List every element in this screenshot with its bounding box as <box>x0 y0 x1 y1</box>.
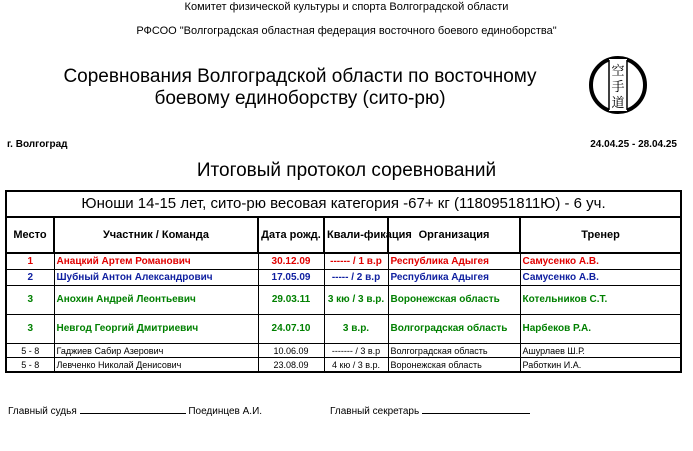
qualification-cell: ----- / 2 в.р <box>324 270 388 286</box>
signature-line <box>80 413 186 414</box>
organization-cell: Республика Адыгея <box>388 270 520 286</box>
organization-cell: Волгоградская область <box>388 344 520 358</box>
place-cell: 3 <box>6 315 54 344</box>
birth-date-cell: 29.03.11 <box>258 286 324 315</box>
logo-char-3: 道 <box>611 96 625 111</box>
column-header-coach: Тренер <box>520 217 681 253</box>
table-row <box>6 270 681 286</box>
organization-cell: Воронежская область <box>388 286 520 315</box>
participant-cell: Анохин Андрей Леонтьевич <box>54 286 258 315</box>
coach-cell: Самусенко А.В. <box>520 253 681 270</box>
qualification-cell: 4 кю / 3 в.р. <box>324 358 388 373</box>
coach-cell: Котельников С.Т. <box>520 286 681 315</box>
column-header-qualification: Квали-фикация <box>324 217 388 253</box>
chief-judge-signature <box>8 406 262 417</box>
participant-cell: Анацкий Артем Романович <box>54 253 258 270</box>
place-cell: 1 <box>6 253 54 270</box>
karate-logo-icon <box>583 55 653 115</box>
coach-cell: Нарбеков Р.А. <box>520 315 681 344</box>
logo-char-1: 空 <box>611 64 625 79</box>
birth-date-cell: 30.12.09 <box>258 253 324 270</box>
table-row <box>6 253 681 270</box>
organization-cell: Воронежская область <box>388 358 520 373</box>
coach-cell: Ашурлаев Ш.Р. <box>520 344 681 358</box>
column-header-place: Место <box>6 217 54 253</box>
qualification-cell: ------- / 3 в.р <box>324 344 388 358</box>
column-header-birth-date: Дата рожд. <box>258 217 324 253</box>
place-cell: 5 - 8 <box>6 358 54 373</box>
logo-char-2: 手 <box>611 80 625 95</box>
competition-title <box>20 66 580 110</box>
participant-cell: Невгод Георгий Дмитриевич <box>54 315 258 344</box>
birth-date-cell: 23.08.09 <box>258 358 324 373</box>
qualification-cell: ------ / 1 в.р <box>324 253 388 270</box>
coach-cell: Работкин И.А. <box>520 358 681 373</box>
place-cell: 3 <box>6 286 54 315</box>
participant-cell: Левченко Николай Денисович <box>54 358 258 373</box>
signature-line <box>422 413 530 414</box>
city-label: г. Волгоград <box>7 139 68 150</box>
table-row <box>6 344 681 358</box>
birth-date-cell: 24.07.10 <box>258 315 324 344</box>
place-cell: 2 <box>6 270 54 286</box>
birth-date-cell: 10.06.09 <box>258 344 324 358</box>
qualification-cell: 3 в.р. <box>324 315 388 344</box>
results-table <box>5 190 682 373</box>
competition-title-line-1: Соревнования Волгоградской области по восточному <box>63 66 537 87</box>
participant-cell: Шубный Антон Александрович <box>54 270 258 286</box>
table-row <box>6 315 681 344</box>
coach-cell: Самусенко А.В. <box>520 270 681 286</box>
table-header-row <box>6 217 681 253</box>
chief-judge-name: Поединцев А.И. <box>188 406 263 417</box>
organization-cell: Волгоградская область <box>388 315 520 344</box>
qualification-cell: 3 кю / 3 в.р. <box>324 286 388 315</box>
organization-cell: Республика Адыгея <box>388 253 520 270</box>
category-caption: Юноши 14-15 лет, сито-рю весовая категория -67+ кг (1180951811Ю) - 6 уч. <box>6 191 681 217</box>
table-row <box>6 286 681 315</box>
column-header-participant: Участник / Команда <box>54 217 258 253</box>
chief-secretary-signature <box>330 406 530 417</box>
table-row <box>6 358 681 373</box>
column-header-organization: Организация <box>388 217 520 253</box>
organizer-line-2: РФСОО "Волгоградская областная федерация восточного боевого единоборства" <box>136 25 557 37</box>
chief-judge-label: Главный судья <box>8 406 77 417</box>
participant-cell: Гаджиев Сабир Азерович <box>54 344 258 358</box>
protocol-title: Итоговый протокол соревнований <box>196 160 497 181</box>
place-cell: 5 - 8 <box>6 344 54 358</box>
competition-title-line-2: боевому единоборству (сито-рю) <box>154 88 446 109</box>
birth-date-cell: 17.05.09 <box>258 270 324 286</box>
date-range: 24.04.25 - 28.04.25 <box>590 139 677 150</box>
organizer-line-1: Комитет физической культуры и спорта Волгоградской области <box>184 1 509 13</box>
chief-secretary-label: Главный секретарь <box>330 406 420 417</box>
